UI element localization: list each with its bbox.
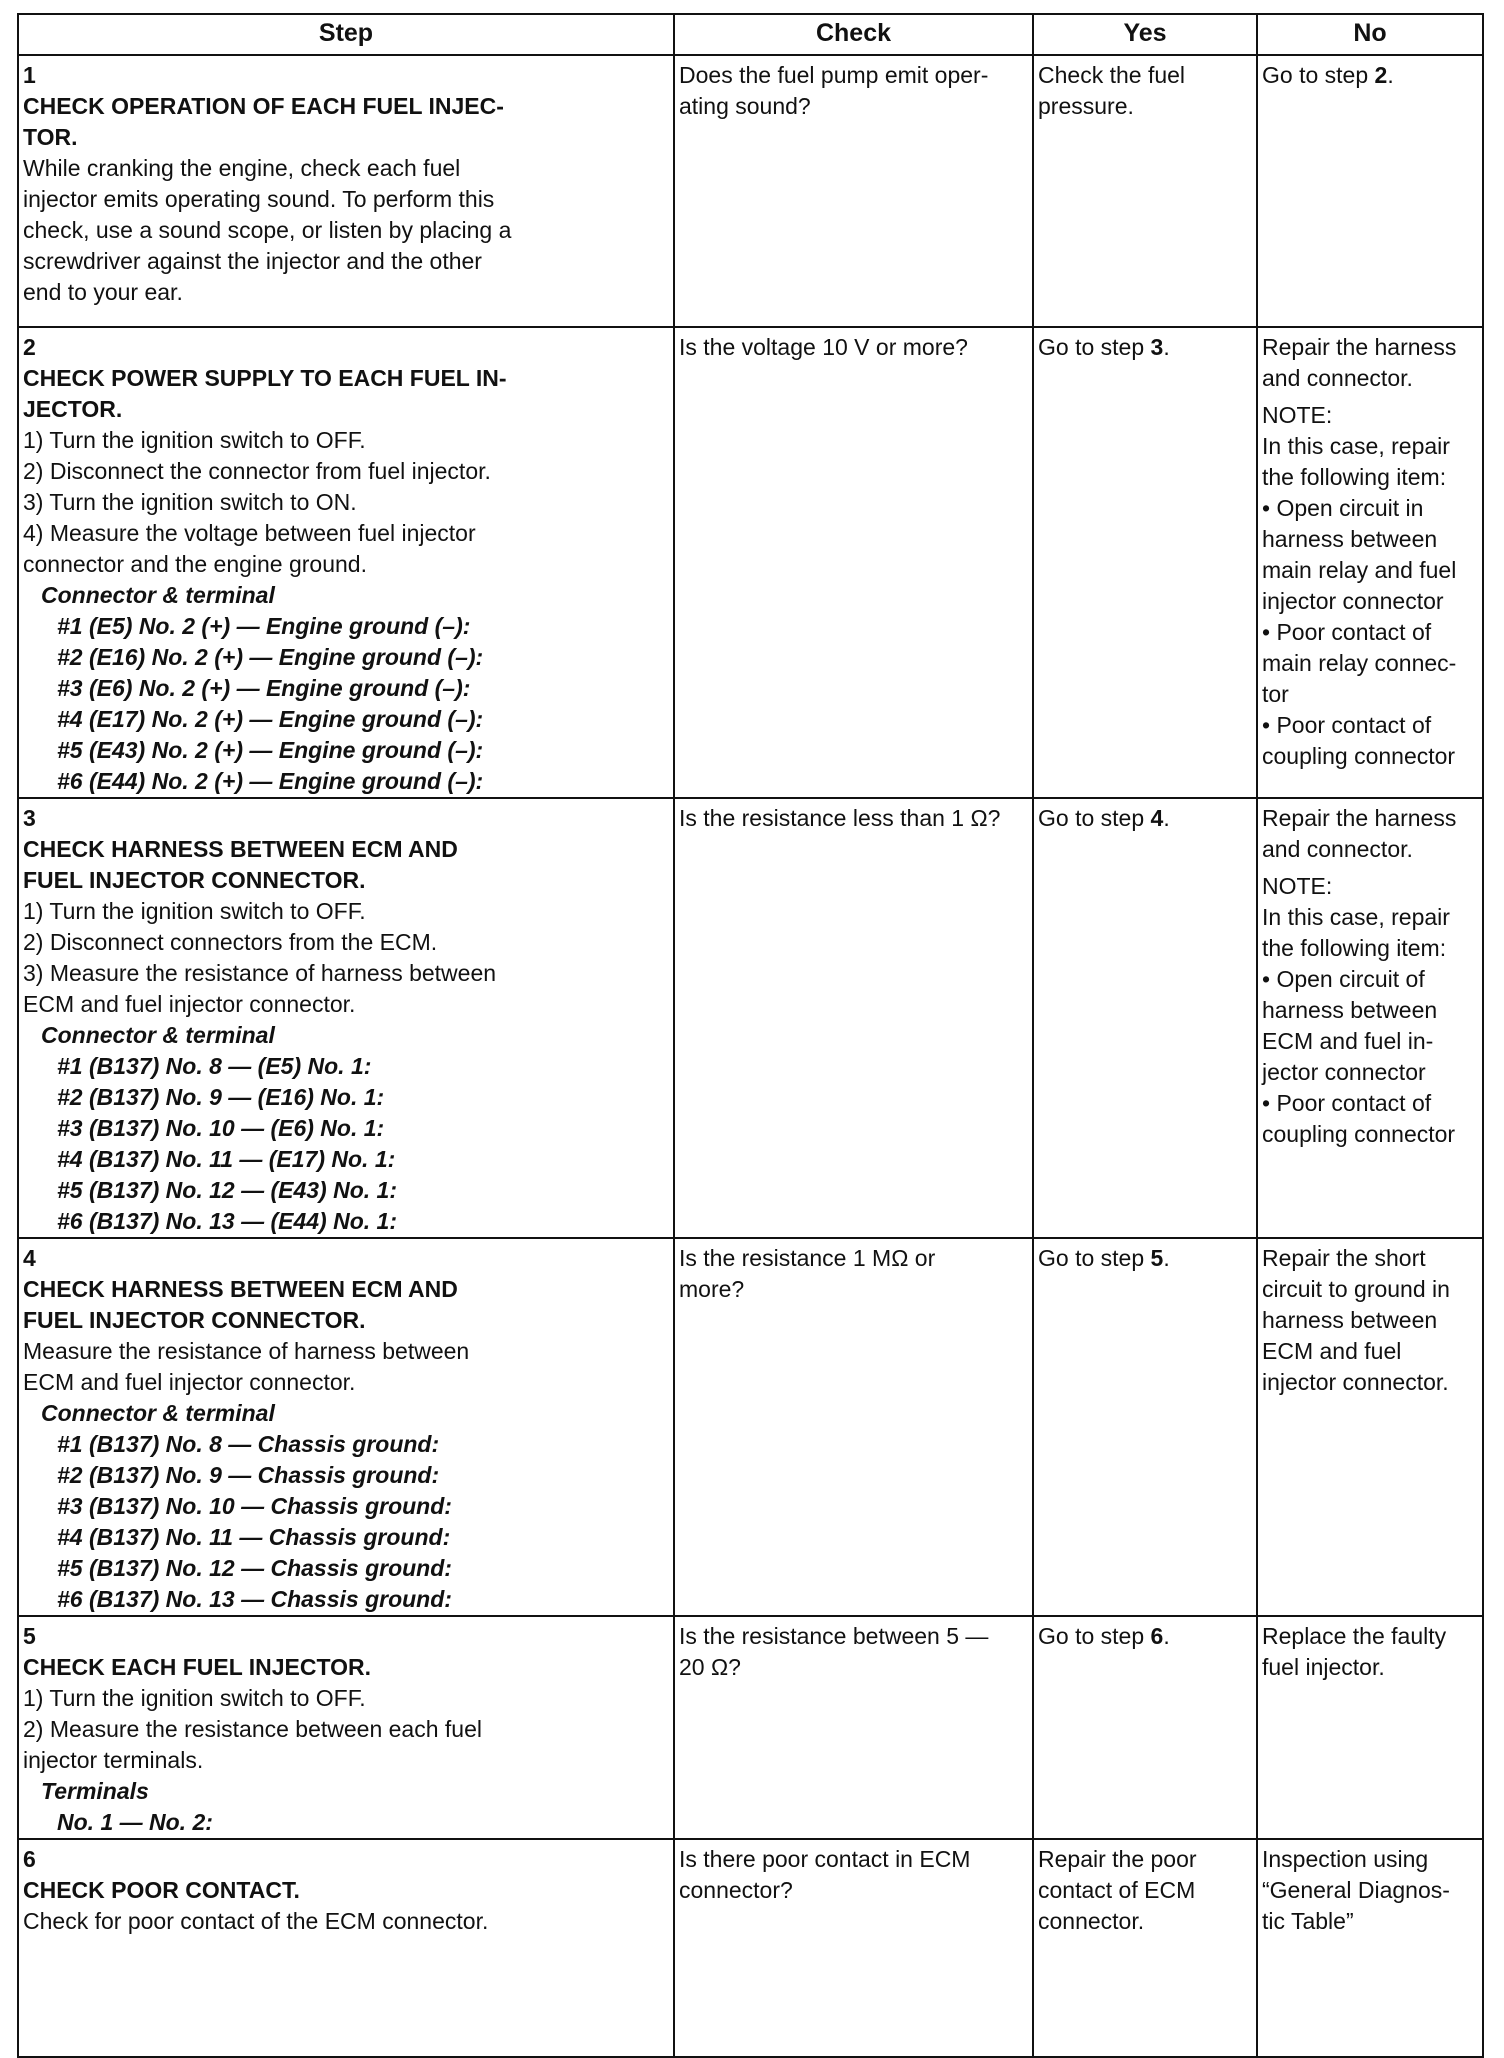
table-row xyxy=(18,1839,1483,2057)
note-line: • Open circuit in xyxy=(1262,495,1424,521)
body-line: injector emits operating sound. To perform this xyxy=(23,186,495,212)
note-line: harness between xyxy=(1262,997,1438,1023)
note-line: main relay connec- xyxy=(1262,650,1457,676)
check-cell xyxy=(674,55,1033,327)
step-cell xyxy=(18,798,674,1238)
note-line: ECM and fuel in- xyxy=(1262,1028,1434,1054)
step-number: 2 xyxy=(23,334,36,360)
terminal-line: No. 1 — No. 2: xyxy=(57,1809,213,1835)
note-label: NOTE: xyxy=(1262,402,1333,428)
step-title: CHECK POWER SUPPLY TO EACH FUEL IN- xyxy=(23,365,507,391)
note-line: • Poor contact of xyxy=(1262,712,1432,738)
procedure-line: 3) Measure the resistance of harness between xyxy=(23,960,497,986)
procedure-line: 1) Turn the ignition switch to OFF. xyxy=(23,427,366,453)
procedure-line: ECM and fuel injector connector. xyxy=(23,1369,356,1395)
note-line: • Poor contact of xyxy=(1262,1090,1432,1116)
note-line: main relay and fuel xyxy=(1262,557,1457,583)
no-line: and connector. xyxy=(1262,365,1413,391)
procedure-line: Check for poor contact of the ECM connector. xyxy=(23,1908,489,1934)
no-line: Repair the harness xyxy=(1262,334,1457,360)
yes-line: Repair the poor xyxy=(1038,1846,1197,1872)
terminal-line: #4 (B137) No. 11 — Chassis ground: xyxy=(57,1524,451,1550)
step-cell xyxy=(18,1238,674,1616)
terminal-line: #6 (E44) No. 2 (+) — Engine ground (–): xyxy=(57,768,484,794)
check-line: 20 Ω? xyxy=(679,1654,741,1680)
yes-cell xyxy=(1033,55,1257,327)
step-body xyxy=(23,1875,553,1937)
terminal-line: #1 (B137) No. 8 — (E5) No. 1: xyxy=(57,1053,372,1079)
connector-heading: Connector & terminal xyxy=(41,582,275,608)
table-header-row xyxy=(18,14,1483,55)
check-line: Is there poor contact in ECM xyxy=(679,1846,971,1872)
check-cell xyxy=(674,798,1033,1238)
procedure-line: 1) Turn the ignition switch to OFF. xyxy=(23,1685,366,1711)
check-line: Is the resistance less than 1 Ω? xyxy=(679,805,1001,831)
no-prefix: Go to step xyxy=(1262,62,1375,88)
goto-step-number: 5 xyxy=(1150,1245,1164,1271)
step-body xyxy=(23,91,553,308)
check-line: Is the voltage 10 V or more? xyxy=(679,334,968,360)
step-title: CHECK POOR CONTACT. xyxy=(23,1877,300,1903)
step-body xyxy=(23,1652,553,1838)
goto-step-number: 6 xyxy=(1150,1623,1164,1649)
no-cell xyxy=(1257,55,1483,327)
terminal-line: #2 (E16) No. 2 (+) — Engine ground (–): xyxy=(57,644,484,670)
step-number: 3 xyxy=(23,805,36,831)
note-line: In this case, repair xyxy=(1262,904,1450,930)
check-line: ating sound? xyxy=(679,93,811,119)
goto-step-number: 2 xyxy=(1374,62,1388,88)
note-line: coupling connector xyxy=(1262,743,1456,769)
terminal-line: #3 (E6) No. 2 (+) — Engine ground (–): xyxy=(57,675,471,701)
step-title: CHECK HARNESS BETWEEN ECM AND xyxy=(23,1276,458,1302)
terminal-line: #6 (B137) No. 13 — Chassis ground: xyxy=(57,1586,452,1612)
step-cell xyxy=(18,55,674,327)
procedure-line: Measure the resistance of harness between xyxy=(23,1338,470,1364)
step-cell xyxy=(18,1839,674,2057)
step-number: 1 xyxy=(23,62,36,88)
no-line: Repair the harness xyxy=(1262,805,1457,831)
header-no: No xyxy=(1257,14,1483,55)
yes-cell xyxy=(1033,1839,1257,2057)
goto-step-number: 3 xyxy=(1150,334,1164,360)
no-line: “General Diagnos- xyxy=(1262,1877,1450,1903)
yes-prefix: Go to step xyxy=(1038,1623,1151,1649)
check-cell xyxy=(674,327,1033,798)
no-line: Replace the faulty xyxy=(1262,1623,1447,1649)
check-line: Does the fuel pump emit oper- xyxy=(679,62,989,88)
terminal-line: #2 (B137) No. 9 — Chassis ground: xyxy=(57,1462,440,1488)
terminal-line: #2 (B137) No. 9 — (E16) No. 1: xyxy=(57,1084,385,1110)
procedure-line: connector and the engine ground. xyxy=(23,551,367,577)
step-title-cont: TOR. xyxy=(23,124,78,150)
procedure-line: ECM and fuel injector connector. xyxy=(23,991,356,1017)
yes-line: contact of ECM xyxy=(1038,1877,1196,1903)
no-cell xyxy=(1257,1238,1483,1616)
terminal-line: #5 (B137) No. 12 — Chassis ground: xyxy=(57,1555,452,1581)
no-line: Repair the short xyxy=(1262,1245,1426,1271)
yes-suffix: . xyxy=(1163,1245,1170,1271)
terminal-line: #6 (B137) No. 13 — (E44) No. 1: xyxy=(57,1208,397,1234)
terminal-line: #4 (B137) No. 11 — (E17) No. 1: xyxy=(57,1146,396,1172)
procedure-line: 2) Disconnect connectors from the ECM. xyxy=(23,929,438,955)
no-line: ECM and fuel xyxy=(1262,1338,1402,1364)
check-cell xyxy=(674,1839,1033,2057)
check-line: Is the resistance 1 MΩ or xyxy=(679,1245,936,1271)
yes-line: Check the fuel xyxy=(1038,62,1186,88)
step-number: 4 xyxy=(23,1245,36,1271)
note-line: the following item: xyxy=(1262,935,1447,961)
note-line: jector connector xyxy=(1262,1059,1426,1085)
yes-suffix: . xyxy=(1163,1623,1170,1649)
terminal-line: #5 (B137) No. 12 — (E43) No. 1: xyxy=(57,1177,397,1203)
header-check: Check xyxy=(674,14,1033,55)
step-number: 5 xyxy=(23,1623,36,1649)
yes-prefix: Go to step xyxy=(1038,334,1151,360)
note-line: • Open circuit of xyxy=(1262,966,1425,992)
note-label: NOTE: xyxy=(1262,873,1333,899)
yes-prefix: Go to step xyxy=(1038,1245,1151,1271)
table-row xyxy=(18,798,1483,1238)
step-title-cont: FUEL INJECTOR CONNECTOR. xyxy=(23,867,366,893)
step-title-cont: FUEL INJECTOR CONNECTOR. xyxy=(23,1307,366,1333)
terminal-line: #1 (B137) No. 8 — Chassis ground: xyxy=(57,1431,440,1457)
table-row xyxy=(18,1616,1483,1839)
check-line: Is the resistance between 5 — xyxy=(679,1623,989,1649)
table-row xyxy=(18,55,1483,327)
body-line: end to your ear. xyxy=(23,279,183,305)
no-cell xyxy=(1257,1839,1483,2057)
procedure-line: 4) Measure the voltage between fuel injector xyxy=(23,520,476,546)
note-line: harness between xyxy=(1262,526,1438,552)
no-cell xyxy=(1257,327,1483,798)
no-line: and connector. xyxy=(1262,836,1413,862)
no-cell xyxy=(1257,1616,1483,1839)
note-line: coupling connector xyxy=(1262,1121,1456,1147)
check-cell xyxy=(674,1238,1033,1616)
header-step: Step xyxy=(18,14,674,55)
note-line: • Poor contact of xyxy=(1262,619,1432,645)
diagnostic-table xyxy=(17,13,1484,2058)
no-line: Inspection using xyxy=(1262,1846,1429,1872)
body-line: While cranking the engine, check each fuel xyxy=(23,155,461,181)
no-line: harness between xyxy=(1262,1307,1438,1333)
check-cell xyxy=(674,1616,1033,1839)
step-cell xyxy=(18,327,674,798)
step-title-cont: JECTOR. xyxy=(23,396,123,422)
connector-heading: Connector & terminal xyxy=(41,1022,275,1048)
note-line: the following item: xyxy=(1262,464,1447,490)
step-body xyxy=(23,363,553,797)
body-line: check, use a sound scope, or listen by placing a xyxy=(23,217,512,243)
step-title: CHECK HARNESS BETWEEN ECM AND xyxy=(23,836,458,862)
yes-cell xyxy=(1033,1616,1257,1839)
no-cell xyxy=(1257,798,1483,1238)
terminals-heading: Terminals xyxy=(41,1778,149,1804)
connector-heading: Connector & terminal xyxy=(41,1400,275,1426)
yes-prefix: Go to step xyxy=(1038,805,1151,831)
procedure-line: 2) Disconnect the connector from fuel injector. xyxy=(23,458,491,484)
body-line: screwdriver against the injector and the other xyxy=(23,248,482,274)
yes-cell xyxy=(1033,798,1257,1238)
goto-step-number: 4 xyxy=(1150,805,1164,831)
step-title: CHECK OPERATION OF EACH FUEL INJEC- xyxy=(23,93,504,119)
no-line: fuel injector. xyxy=(1262,1654,1385,1680)
step-cell xyxy=(18,1616,674,1839)
step-body xyxy=(23,1274,553,1615)
note-line: injector connector xyxy=(1262,588,1444,614)
terminal-line: #5 (E43) No. 2 (+) — Engine ground (–): xyxy=(57,737,484,763)
yes-line: pressure. xyxy=(1038,93,1134,119)
check-line: connector? xyxy=(679,1877,793,1903)
step-title: CHECK EACH FUEL INJECTOR. xyxy=(23,1654,372,1680)
terminal-line: #3 (B137) No. 10 — Chassis ground: xyxy=(57,1493,452,1519)
terminal-line: #4 (E17) No. 2 (+) — Engine ground (–): xyxy=(57,706,484,732)
terminal-line: #1 (E5) No. 2 (+) — Engine ground (–): xyxy=(57,613,471,639)
procedure-line: injector terminals. xyxy=(23,1747,204,1773)
procedure-line: 3) Turn the ignition switch to ON. xyxy=(23,489,357,515)
yes-line: connector. xyxy=(1038,1908,1145,1934)
table-row xyxy=(18,327,1483,798)
note-line: In this case, repair xyxy=(1262,433,1450,459)
terminal-line: #3 (B137) No. 10 — (E6) No. 1: xyxy=(57,1115,385,1141)
yes-cell xyxy=(1033,327,1257,798)
step-body xyxy=(23,834,553,1237)
note-line: tor xyxy=(1262,681,1289,707)
no-line: injector connector. xyxy=(1262,1369,1449,1395)
no-line: tic Table” xyxy=(1262,1908,1354,1934)
no-line: circuit to ground in xyxy=(1262,1276,1450,1302)
table-row xyxy=(18,1238,1483,1616)
check-line: more? xyxy=(679,1276,745,1302)
procedure-line: 2) Measure the resistance between each fuel xyxy=(23,1716,482,1742)
yes-cell xyxy=(1033,1238,1257,1616)
yes-suffix: . xyxy=(1163,334,1170,360)
procedure-line: 1) Turn the ignition switch to OFF. xyxy=(23,898,366,924)
yes-suffix: . xyxy=(1163,805,1170,831)
header-yes: Yes xyxy=(1033,14,1257,55)
step-number: 6 xyxy=(23,1846,36,1872)
no-suffix: . xyxy=(1387,62,1394,88)
